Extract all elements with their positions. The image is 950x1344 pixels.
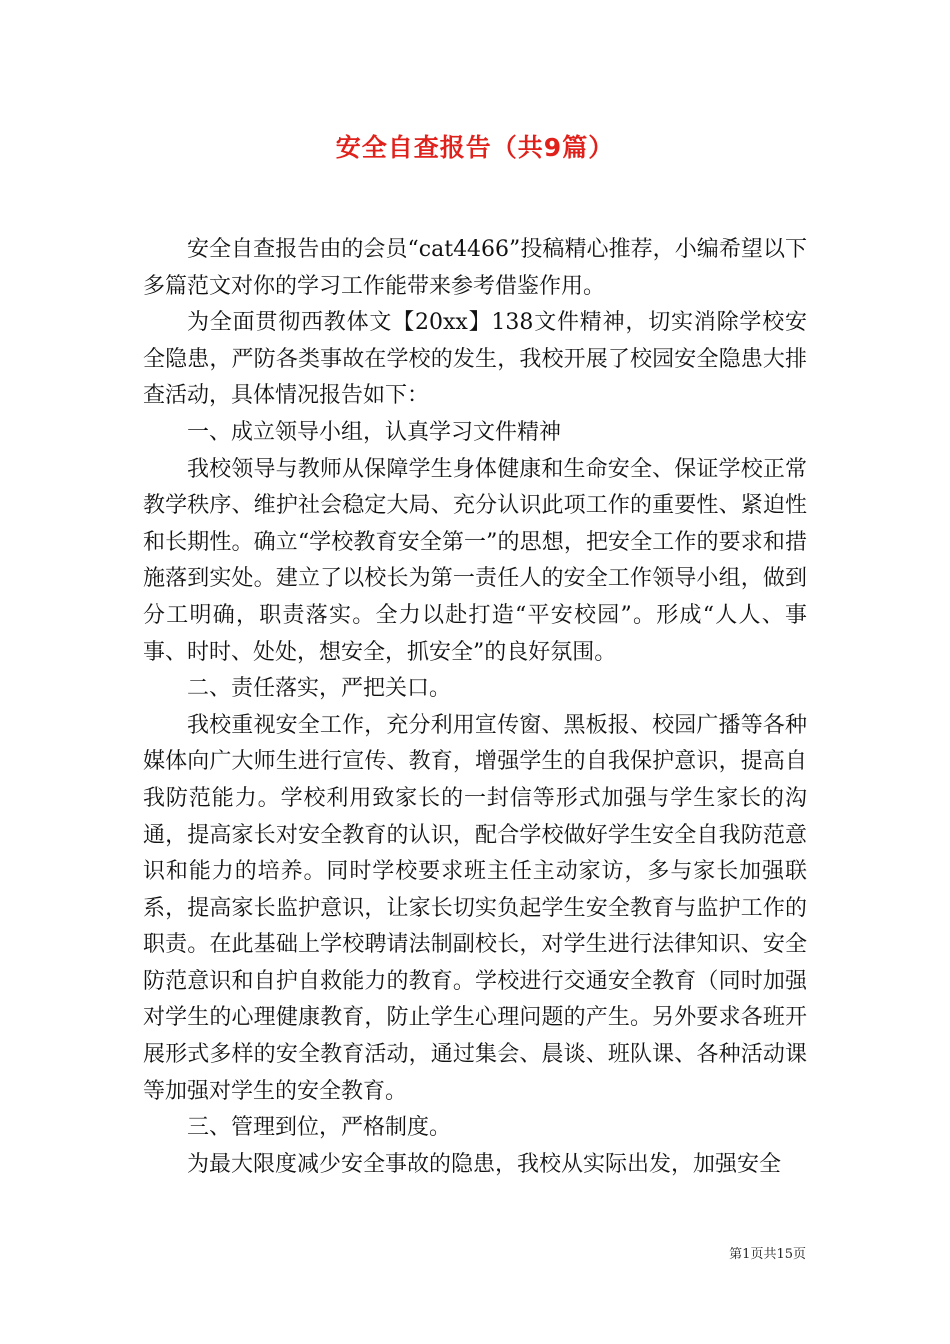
document-title: 安全自查报告（共9篇） bbox=[335, 133, 615, 162]
paragraph-section-1: 我校领导与教师从保障学生身体健康和生命安全、保证学校正常教学秩序、维护社会稳定大局、充分认识此项工作的重要性、紧迫性和长期性。确立“学校教育安全第一”的思想，把安全工作的要求和措施落到实处。建立了以校长为第一责任人的安全工作领导小组，做到分工明确，职责落实。全力以赴打造“平安校园”。形成“人人、事事、时时、处处，想安全，抓安全”的良好氛围。 bbox=[143, 456, 807, 665]
paragraph-section-2: 我校重视安全工作，充分利用宣传窗、黑板报、校园广播等各种媒体向广大师生进行宣传、教育，增强学生的自我保护意识，提高自我防范能力。学校利用致家长的一封信等形式加强与学生家长的沟通，提高家长对安全教育的认识，配合学校做好学生安全自我防范意识和能力的培养。同时学校要求班主任主动家访，多与家长加强联系，提高家长监护意识，让家长切实负起学生安全教育与监护工作的职责。在此基础上学校聘请法制副校长，对学生进行法律知识、安全防范意识和自护自救能力的教育。学校进行交通安全教育（同时加强对学生的心理健康教育，防止学生心理问题的产生。另外要求各班开展形式多样的安全教育活动，通过集会、晨谈、班队课、各种活动课等加强对学生的安全教育。 bbox=[143, 712, 807, 1104]
paragraph-section-3: 为最大限度减少安全事故的隐患，我校从实际出发，加强安全 bbox=[187, 1151, 782, 1177]
section-heading-2: 二、责任落实，严把关口。 bbox=[187, 676, 452, 702]
section-heading-1: 一、成立领导小组，认真学习文件精神 bbox=[187, 419, 562, 445]
document-body bbox=[143, 232, 807, 1183]
paragraph-intro: 安全自查报告由的会员“cat4466”投稿精心推荐，小编希望以下多篇范文对你的学习工作能带来参考借鉴作用。 bbox=[143, 237, 807, 299]
page-number: 第1页共15页 bbox=[729, 1247, 806, 1262]
section-heading-3: 三、管理到位，严格制度。 bbox=[187, 1115, 452, 1141]
paragraph-purpose: 为全面贯彻西教体文【20xx】138文件精神，切实消除学校安全隐患，严防各类事故在学校的发生，我校开展了校园安全隐患大排查活动，具体情况报告如下： bbox=[143, 310, 807, 409]
